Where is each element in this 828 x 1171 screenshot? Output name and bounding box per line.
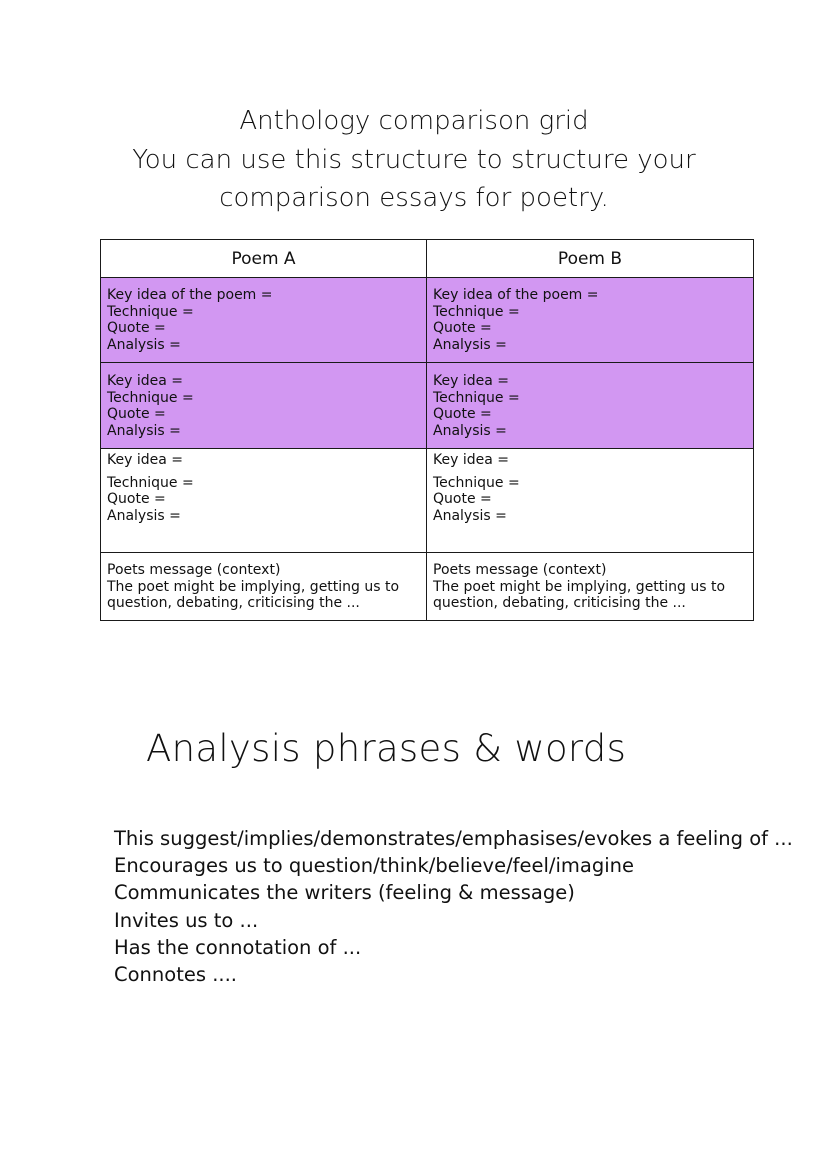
title-line-1: Anthology comparison grid [239, 106, 589, 136]
cell-line: Key idea = [107, 452, 183, 468]
cell-line: Technique = [433, 474, 520, 491]
poem-b-cell [427, 449, 754, 553]
cell-line: Poets message (context) [107, 562, 281, 578]
cell-line: Quote = [433, 406, 492, 423]
poem-b-cell [427, 278, 754, 363]
phrase-item: Invites us to ... [114, 908, 259, 932]
grid-row-key-idea-poem [101, 278, 754, 363]
title-line-3: comparison essays for poetry. [219, 183, 609, 213]
grid-row-poets-message [101, 553, 754, 621]
cell-line: Quote = [433, 320, 492, 337]
analysis-heading: Analysis phrases & words [146, 727, 627, 770]
poem-a-cell [101, 449, 427, 553]
grid-header-row [101, 240, 754, 278]
comparison-grid [100, 239, 754, 621]
poem-b-cell [427, 553, 754, 621]
cell-line: Analysis = [107, 422, 181, 439]
cell-line: Poets message (context) [433, 562, 607, 578]
phrase-item: Encourages us to question/think/believe/feel/imagine [114, 854, 635, 878]
header-poem-b: Poem B [427, 240, 754, 278]
cell-line: Technique = [433, 389, 520, 406]
cell-line: Key idea = [433, 373, 509, 389]
phrase-item: This suggest/implies/demonstrates/emphasises/evokes a feeling of ... [114, 827, 793, 850]
header-poem-a: Poem A [101, 240, 427, 278]
cell-line: Analysis = [433, 336, 507, 353]
title-line-2: You can use this structure to structure your [132, 144, 696, 175]
cell-line: Key idea = [107, 373, 183, 389]
page-title [0, 102, 828, 218]
cell-line: Key idea = [433, 452, 509, 468]
cell-line: The poet might be implying, getting us to [433, 578, 726, 595]
cell-line: Key idea of the poem = [433, 287, 599, 303]
grid-row-key-idea-3 [101, 449, 754, 553]
cell-line: Analysis = [433, 507, 507, 524]
phrase-item: Has the connotation of ... [114, 935, 362, 959]
phrase-item: Connotes .... [114, 963, 237, 987]
cell-line: Technique = [107, 474, 194, 491]
cell-line: Analysis = [107, 507, 181, 524]
cell-line: Technique = [433, 303, 520, 320]
phrase-item: Communicates the writers (feeling & message) [114, 881, 575, 905]
poem-a-cell [101, 278, 427, 363]
cell-line: Quote = [433, 491, 492, 508]
cell-line: question, debating, criticising the ... [433, 595, 686, 612]
cell-line: Quote = [107, 406, 166, 423]
poem-a-cell [101, 363, 427, 449]
poem-a-cell [101, 553, 427, 621]
grid-row-key-idea-2 [101, 363, 754, 449]
cell-line: question, debating, criticising the ... [107, 595, 360, 612]
poem-b-cell [427, 363, 754, 449]
cell-line: Quote = [107, 320, 166, 337]
cell-line: Key idea of the poem = [107, 287, 273, 303]
analysis-phrases-list [114, 825, 793, 988]
cell-line: Technique = [107, 389, 194, 406]
cell-line: Analysis = [433, 422, 507, 439]
cell-line: Quote = [107, 491, 166, 508]
cell-line: Analysis = [107, 336, 181, 353]
cell-line: Technique = [107, 303, 194, 320]
cell-line: The poet might be implying, getting us to [107, 578, 400, 595]
